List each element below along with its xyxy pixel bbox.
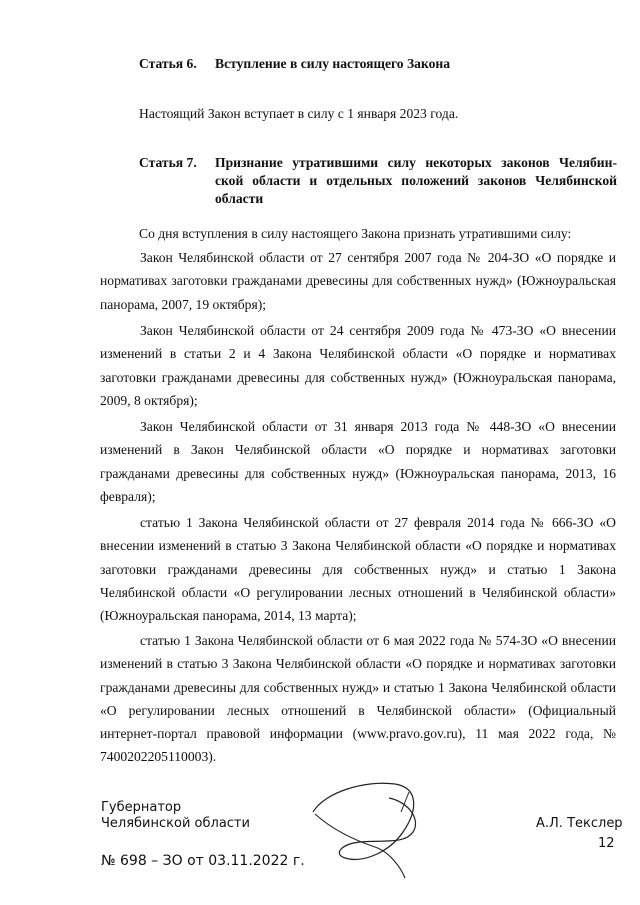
page-number: 12 xyxy=(598,836,615,851)
article-7-title-line2: ской области и отдельных положений законов Челябинской xyxy=(215,173,617,188)
article-6-title: Вступление в силу настоящего Закона xyxy=(215,56,451,71)
repealed-item-5: статью 1 Закона Челябинской области от 6 мая 2022 года № 574-ЗО «О внесении изменений в статью 3 Закона Челябинской области «О порядке и нормативах заготовки гражданами древесины для собственных нужд» и статью 1 Закона Челябинской области «О регулировании лесных отношений в Челябинской области» (Официальный интернет-портал правовой информации (www.pravo.gov.ru), 11 мая 2022 года, № 7400202205110003). xyxy=(100,633,616,765)
handwritten-signature xyxy=(305,772,435,882)
repealed-item-4: статью 1 Закона Челябинской области от 27 февраля 2014 года № 666-ЗО «О внесении изменений в статью 3 Закона Челябинской области «О порядке и нормативах заготовки гражданами древесины для собственных нужд» и статью 1 Закона Челябинской области «О регулировании лесных отношений в Челябинской области» (Южноуральская панорама, 2014, 13 марта); xyxy=(100,515,616,624)
article-7-intro: Со дня вступления в силу настоящего Закона признать утратившими силу: xyxy=(139,226,572,241)
repealed-item-3: Закон Челябинской области от 31 января 2013 года № 448-ЗО «О внесении изменений в Закон Челябинской области «О порядке и нормативах заготовки гражданами древесины для собственных нужд» (Южноуральская панорама, 2013, 16 февраля); xyxy=(100,419,616,504)
repealed-item-2: Закон Челябинской области от 24 сентября 2009 года № 473-ЗО «О внесении изменений в статьи 2 и 4 Закона Челябинской области «О порядке и нормативах заготовки гражданами древесины для собственных нужд» (Южноуральская панорама, 2009, 8 октября); xyxy=(100,323,616,408)
governor-name: А.Л. Текслер xyxy=(536,816,623,831)
article-7-title-line3: области xyxy=(215,191,264,206)
article-6-text: Настоящий Закон вступает в силу с 1 января 2023 года. xyxy=(139,106,459,121)
article-7-title-line1: Признание утратившими силу некоторых законов Челябин- xyxy=(215,155,617,170)
article-7-number: Статья 7. xyxy=(139,155,197,170)
repealed-item-1: Закон Челябинской области от 27 сентября 2007 года № 204-ЗО «О порядке и нормативах заготовки гражданами древесины для собственных нужд» (Южноуральская панорама, 2007, 19 октября); xyxy=(100,250,616,312)
governor-title-line1: Губернатор xyxy=(101,800,182,815)
article-6-number: Статья 6. xyxy=(139,56,197,71)
governor-title-line2: Челябинской области xyxy=(101,816,250,831)
law-reference: № 698 – ЗО от 03.11.2022 г. xyxy=(101,853,305,869)
